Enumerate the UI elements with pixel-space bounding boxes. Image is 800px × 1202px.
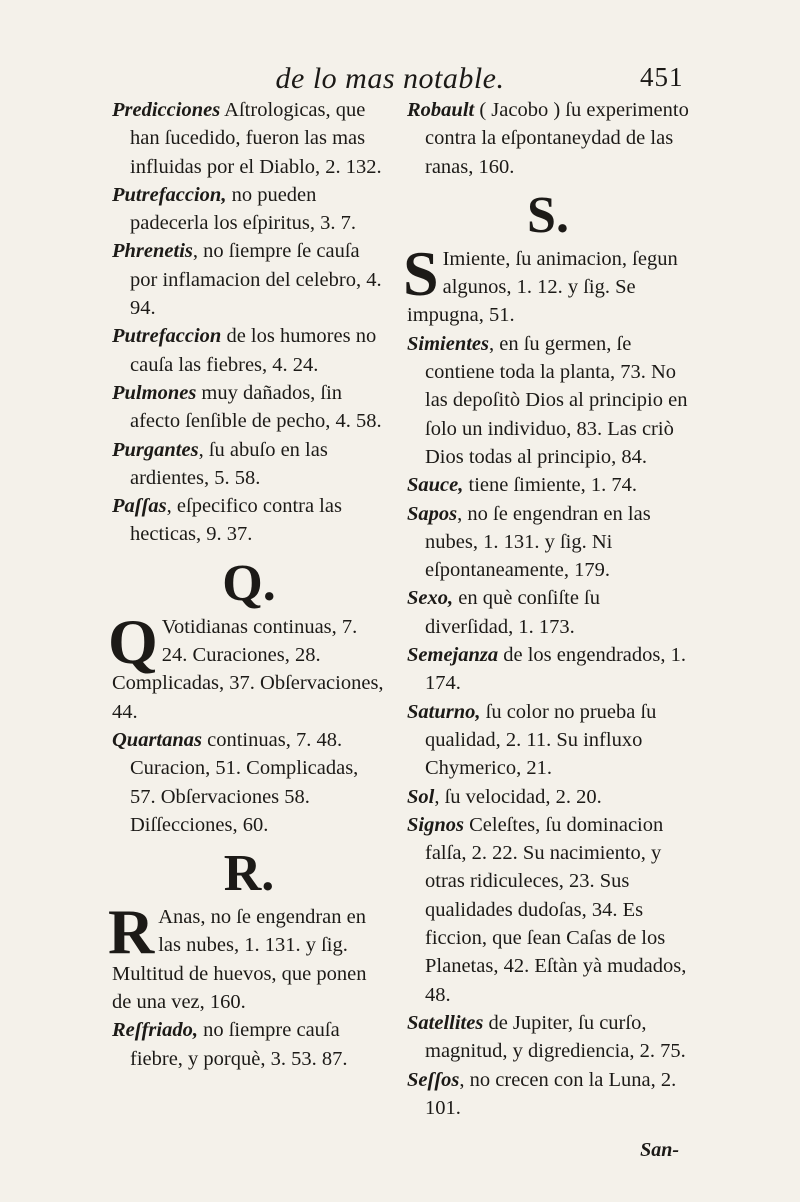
entry-text: , eſpecifico contra las hecticas, 9. 37. [130,495,342,546]
entry-text: muy dañados, ſin afecto ſenſible de pecho, 4. 58. [130,381,382,433]
entry-text: , no ſiempre ſe cauſa por inflamacion del celebro, 4. 94. [130,240,382,320]
catchword: San- [640,1139,679,1162]
entry-headword: Reſfriado, [112,1019,198,1042]
entry-text: ( Jacobo ) ſu experimento contra la eſpontaneydad de las ranas, 160. [425,99,689,178]
index-entry [112,96,386,181]
entry-headword: Purgantes [112,438,199,461]
entry-headword: Votidianas [161,615,248,638]
index-entry [112,726,386,839]
entry-text: no ſe engendran en las nubes, 1. 131. y ſig. Multitud de huevos, que ponen de una vez, 160. [112,906,367,1014]
left-column [108,96,386,1073]
entry-headword: Sauce, [407,474,464,497]
entry-headword: Quartanas [112,728,203,751]
entry-headword: Signos [407,813,464,836]
entry-headword: Imiente [442,247,506,270]
index-entry [407,641,689,698]
index-entry [407,811,689,1009]
entry-text: de los engendrados, 1. 174. [425,644,686,695]
drop-capital: Q [108,605,158,677]
index-entry [407,698,689,783]
index-entry [108,896,386,1016]
entry-headword: Seſſos [407,1068,460,1091]
entry-headword: Simientes [407,332,490,355]
entry-text: de los humores no cauſa las fiebres, 4. 24. [130,325,377,376]
entry-text: no ſiempre cauſa fiebre, y porquè, 3. 53. 87. [130,1019,348,1070]
entry-headword: Saturno, [407,700,481,723]
entry-headword: Paſſas [112,495,167,518]
index-entry [407,330,689,471]
entry-text: continuas, 7. 24. Curaciones, 28. Complicadas, 37. Obſervaciones, 44. [112,615,384,723]
entry-headword: Semejanza [407,644,499,667]
entry-headword: Anas, [158,906,206,929]
drop-capital: R [108,896,155,968]
right-column [403,96,689,1164]
entry-text: de Jupiter, ſu curſo, magnitud, y digrediencia, 2. 75. [425,1011,686,1063]
index-entry [112,181,386,238]
entry-headword: Phrenetis [112,240,193,263]
index-entry [112,436,386,493]
entry-text: Celeſtes, ſu dominacion falſa, 2. 22. Su nacimiento, y otras ridiculeces, 23. Sus qualidades dudoſas, 34. Es ficcion, que ſean Caſas de los Planetas, 42. Eſtàn yà mudados, 48. [425,813,687,1006]
index-entry [112,1016,386,1073]
entry-text: en què conſiſte ſu diverſidad, 1. 173. [425,587,600,638]
entry-text: , ſu abuſo en las ardientes, 5. 58. [130,438,328,489]
entry-text: Aſtrologicas, que han ſucedido, fueron las mas influidas por el Diablo, 2. 132. [130,99,382,178]
section-letter-s: S. [527,186,569,244]
section-letter-r: R. [223,845,275,903]
index-entry [112,379,386,436]
entry-text: , en ſu germen, ſe contiene toda la planta, 73. No las depoſitò Dios al principio en ſolo un individuo, 83. Las criò Dios todas al principio, 84. [425,332,688,468]
entry-text: tiene ſimiente, 1. 74. [463,474,638,497]
entry-headword: Putrefaccion, [112,183,227,206]
index-entry [407,783,689,811]
index-entry [407,471,689,499]
running-title: de lo mas notable. [275,62,505,95]
entry-headword: Sol [407,785,435,808]
index-entry [407,584,689,641]
entry-text: no pueden padecerla los eſpiritus, 3. 7. [130,183,357,235]
index-entry [108,605,386,726]
index-entry [112,492,386,549]
entry-text: ſu color no prueba ſu qualidad, 2. 11. Su influxo Chymerico, 21. [425,700,657,780]
entry-headword: Sapos [407,502,458,525]
index-entry [407,1009,689,1066]
entry-text: , ſu animacion, ſegun algunos, 1. 12. y ſig. Se impugna, 51. [407,247,678,327]
entry-headword: Predicciones [112,99,221,121]
index-entry [407,1066,689,1123]
section-letter-q: Q. [222,554,276,612]
entry-headword: Robault [407,99,475,121]
entry-headword: Satellites [407,1011,484,1034]
index-entry [112,237,386,322]
drop-capital: S [403,237,439,309]
page-number: 451 [640,62,684,92]
index-entry [407,500,689,585]
entry-text: , no crecen con la Luna, 2. 101. [425,1068,677,1119]
entry-headword: Putrefaccion [112,325,222,348]
entry-headword: Sexo, [407,587,454,610]
index-entry [407,96,689,181]
entry-headword: Pulmones [112,381,197,404]
entry-text: , no ſe engendran en las nubes, 1. 131. y ſig. Ni eſpontaneamente, 179. [425,502,651,582]
index-entry [403,237,689,330]
entry-text: continuas, 7. 48. Curacion, 51. Complicadas, 57. Obſervaciones 58. Diſſecciones, 60. [130,728,359,836]
entry-text: , ſu velocidad, 2. 20. [434,785,602,808]
index-entry [112,322,386,379]
